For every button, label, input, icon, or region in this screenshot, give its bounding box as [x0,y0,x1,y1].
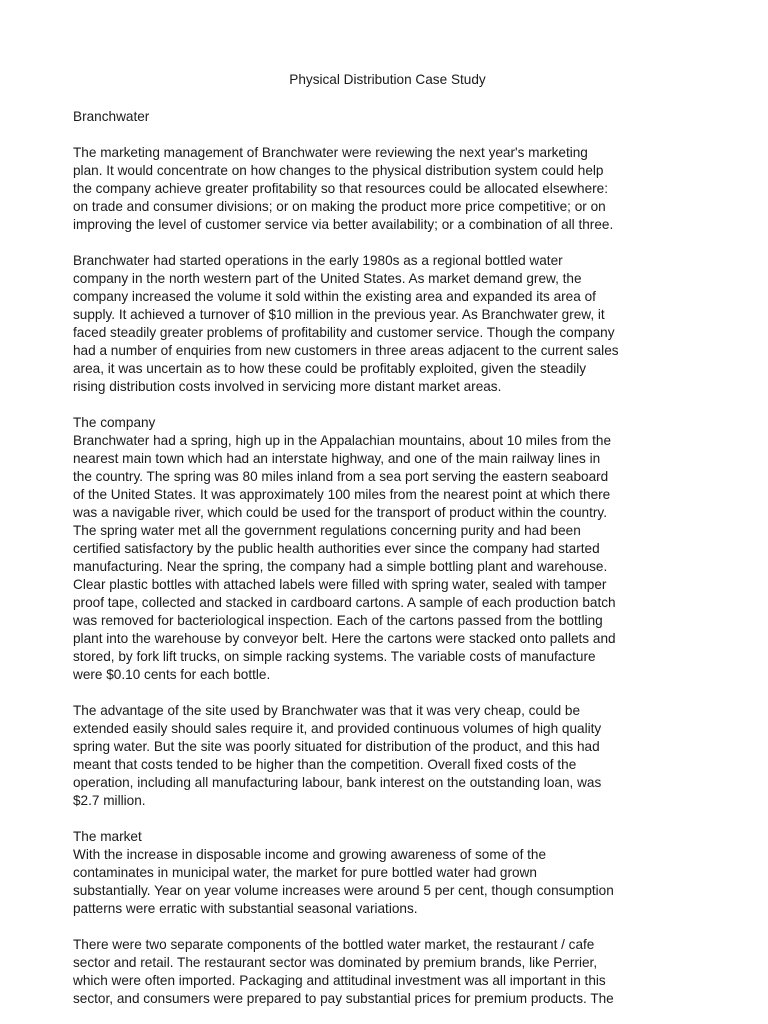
intro-paragraph [73,144,702,234]
text-line: of the United States. It was approximately 100 miles from the nearest point at which there [73,487,611,502]
section-heading-company: The company [73,415,156,430]
text-line: stored, by fork lift trucks, on simple racking systems. The variable costs of manufacture [73,649,596,664]
text-line: plant into the warehouse by conveyor belt. Here the cartons were stacked onto pallets and [73,631,616,646]
text-line: contaminates in municipal water, the market for pure bottled water had grown [73,865,537,880]
text-line: sector and retail. The restaurant sector was dominated by premium brands, like Perrier, [73,955,598,970]
text-line: was removed for bacteriological inspection. Each of the cartons passed from the bottling [73,613,603,628]
text-line: The advantage of the site used by Branchwater was that it was very cheap, could be [73,703,581,718]
text-line: nearest main town which had an interstate highway, and one of the main railway lines in [73,451,601,466]
text-line: sector, and consumers were prepared to pay substantial prices for premium products. The [73,991,614,1006]
section-heading-market: The market [73,829,142,844]
text-line: operation, including all manufacturing labour, bank interest on the outstanding loan, was [73,775,602,790]
text-line: substantially. Year on year volume increases were around 5 per cent, though consumption [73,883,614,898]
history-paragraph [73,252,702,396]
text-line: Branchwater had started operations in the early 1980s as a regional bottled water [73,253,563,268]
text-line: area, it was uncertain as to how these could be profitably exploited, given the steadily [73,361,587,376]
text-line: certified satisfactory by the public health authorities ever since the company had started [73,541,600,556]
text-line: was a navigable river, which could be used for the transport of product within the country. [73,505,607,520]
text-line: $2.7 million. [73,793,146,808]
text-line: The spring water met all the government regulations concerning purity and had been [73,523,581,538]
text-line: proof tape, collected and stacked in cardboard cartons. A sample of each production batch [73,595,616,610]
text-line: faced steadily greater problems of profitability and customer service. Though the company [73,325,615,340]
text-line: manufacturing. Near the spring, the company had a simple bottling plant and warehouse. [73,559,608,574]
text-line: the country. The spring was 80 miles inland from a sea port serving the eastern seaboard [73,469,609,484]
components-paragraph [73,936,702,1008]
text-line: spring water. But the site was poorly situated for distribution of the product, and this had [73,739,600,754]
text-line: had a number of enquiries from new customers in three areas adjacent to the current sales [73,343,619,358]
company-paragraph [73,432,702,684]
text-line: patterns were erratic with substantial seasonal variations. [73,901,418,916]
text-line: There were two separate components of the bottled water market, the restaurant / cafe [73,937,595,952]
text-line: extended easily should sales require it, and provided continuous volumes of high quality [73,721,602,736]
text-line: With the increase in disposable income and growing awareness of some of the [73,847,547,862]
site-paragraph [73,702,702,810]
text-line: supply. It achieved a turnover of $10 million in the previous year. As Branchwater grew, it [73,307,605,322]
text-line: which were often imported. Packaging and attitudinal investment was all important in this [73,973,606,988]
text-line: Branchwater had a spring, high up in the Appalachian mountains, about 10 miles from the [73,433,612,448]
text-line: the company achieve greater profitability so that resources could be allocated elsewhere: [73,181,608,196]
text-line: rising distribution costs involved in servicing more distant market areas. [73,379,502,394]
text-line: The marketing management of Branchwater were reviewing the next year's marketing [73,145,588,160]
market-paragraph [73,846,702,918]
document-title: Physical Distribution Case Study [289,72,486,87]
text-line: were $0.10 cents for each bottle. [73,667,271,682]
text-line: company in the north western part of the United States. As market demand grew, the [73,271,582,286]
text-line: improving the level of customer service via better availability; or a combination of all three. [73,217,614,232]
text-line: plan. It would concentrate on how changes to the physical distribution system could help [73,163,604,178]
text-line: on trade and consumer divisions; or on making the product more price competitive; or on [73,199,606,214]
text-line: company increased the volume it sold within the existing area and expanded its area of [73,289,596,304]
text-line: meant that costs tended to be higher than the competition. Overall fixed costs of the [73,757,577,772]
company-heading: Branchwater [73,109,150,124]
text-line: Clear plastic bottles with attached labels were filled with spring water, sealed with tamper [73,577,607,592]
